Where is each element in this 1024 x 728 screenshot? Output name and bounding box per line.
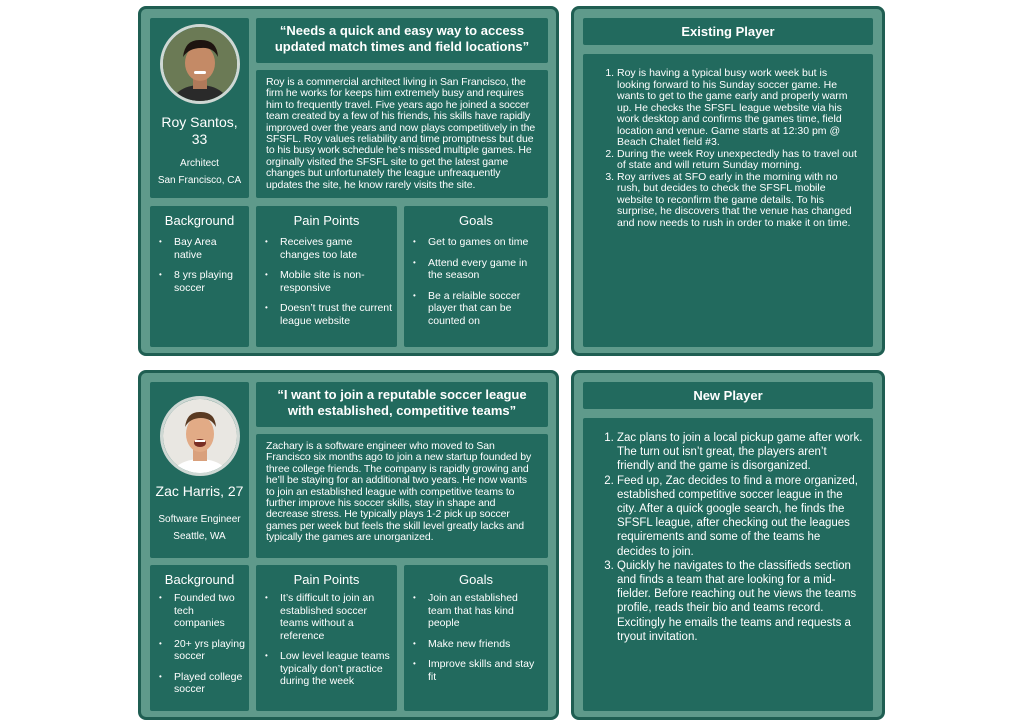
background-heading: Background [164,213,235,228]
quote-panel [256,18,548,63]
list-item: • Played college soccer [174,671,245,696]
goals-panel [404,565,548,711]
persona-occupation: Software Engineer [158,514,241,525]
avatar-photo-icon [163,399,237,473]
list-item: • Attend every game in the season [428,257,544,282]
pain-points-panel [256,206,397,347]
profile-panel [150,18,249,198]
list-item: • Make new friends [428,638,544,651]
quote-panel [256,382,548,427]
goals-heading: Goals [459,213,493,228]
list-item: • Doesn’t trust the current league website [280,302,393,327]
list-item: • It’s difficult to join an established soccer teams without a reference [280,592,393,642]
pain-points-list [256,236,397,327]
scenario-title-panel [583,18,873,45]
persona-occupation: Architect [180,158,219,169]
scenario-step: 1. Roy is having a typical busy work week but is looking forward to his Sunday soccer game. He wants to get to the game early and properly warm up. He checks the SFSFL league website via his work desktop and confirms the games time, field location and venue. Game starts at 12:30 pm @ Beach Chalet field #3. [617,68,863,149]
goals-list [404,592,548,683]
persona-card-zac [138,370,559,720]
list-item: • Be a relaible soccer player that can be counted on [428,290,544,328]
background-list [150,592,249,696]
background-panel [150,206,249,347]
scenario-body-panel [583,418,873,711]
persona-bio: Zachary is a software engineer who moved to San Francisco six months ago to join a new startup founded by three college friends. The company is rapidly growing and he’ll be staying for an additional two years. He now wants to join an established league with competitive teams to further improve his soccer skills, stay in shape and decrease stress. He typically plays 1-2 pick up soccer games per week but feels the skill level greatly lacks and typically the games are unorganized. [266,440,532,544]
scenario-card-existing-player [571,6,885,356]
list-item: • Receives game changes too late [280,236,393,261]
scenario-step: 1. Zac plans to join a local pickup game after work. The turn out isn’t great, the players aren’t friendly and the game is disorganized. [617,431,863,474]
scenario-card-new-player [571,370,885,720]
goals-heading: Goals [459,572,493,587]
scenario-steps [583,68,873,229]
profile-panel [150,382,249,558]
list-item: • Mobile site is non-responsive [280,269,393,294]
scenario-step: 3. Quickly he navigates to the classifieds section and finds a team that are looking for a mid-fielder. Before reaching out he views the teams profile, reads their bio and teams record. Excitingly he emails the teams and requests a tryout invitation. [617,559,863,644]
avatar [160,24,240,104]
goals-list [404,236,548,327]
scenario-title: New Player [693,388,763,403]
list-item: • 8 yrs playing soccer [174,269,245,294]
list-item: • Bay Area native [174,236,245,261]
avatar-photo-icon [163,27,237,101]
pain-points-panel [256,565,397,711]
bio-panel [256,434,548,558]
avatar [160,396,240,476]
persona-card-roy [138,6,559,356]
list-item: • Improve skills and stay fit [428,658,544,683]
list-item: • Low level league teams typically don’t practice during the week [280,650,393,688]
scenario-step: 2. Feed up, Zac decides to find a more organized, established competitive soccer league in the city. After a quick google search, he finds the SFSFL league, after checking out the leagues requirements and some of the teams he decides to join. [617,474,863,559]
scenario-title-panel [583,382,873,409]
persona-quote: “Needs a quick and easy way to access updated match times and field locations” [274,23,530,54]
background-heading: Background [164,572,235,587]
persona-bio: Roy is a commercial architect living in San Francisco, the firm he works for keeps him extremely busy and requires him to frequently travel. Five years ago he joined a soccer team created by a few of his friends, his skills have rapidly improved over the years and now plays competitively in the SFSFL. Roy values reliability and time promptness but due to his busy work schedule he’s missed multiple games. He orginally visited the SFSFL site to get the latest game changes but unfortunately the league unfreaquently updates the site, he know rarely visits the site. [266,76,536,191]
background-panel [150,565,249,711]
persona-age: 33 [191,131,208,147]
list-item: • Get to games on time [428,236,544,249]
bio-panel [256,70,548,198]
pain-points-list [256,592,397,688]
scenario-steps [583,431,873,644]
pain-points-heading: Pain Points [293,572,360,587]
persona-quote: “I want to join a reputable soccer league with established, competitive teams” [277,387,527,418]
background-list [150,236,249,294]
list-item: • 20+ yrs playing soccer [174,638,245,663]
persona-location: San Francisco, CA [157,175,242,186]
list-item: • Founded two tech companies [174,592,245,630]
goals-panel [404,206,548,347]
scenario-step: 2. During the week Roy unexpectedly has to travel out of state and will return Sunday morning. [617,149,863,172]
persona-location: Seattle, WA [173,531,226,542]
persona-name: Roy Santos, [161,114,238,130]
list-item: • Join an established team that has kind people [428,592,544,630]
persona-name: Zac Harris, 27 [155,483,244,499]
scenario-title: Existing Player [681,24,775,39]
scenario-body-panel [583,54,873,347]
scenario-step: 3. Roy arrives at SFO early in the morning with no rush, but decides to check the SFSFL mobile website to reconfirm the game details. To his surprise, he discovers that the venue has changed and now needs to rush in order to make it on time. [617,172,863,230]
pain-points-heading: Pain Points [293,213,360,228]
